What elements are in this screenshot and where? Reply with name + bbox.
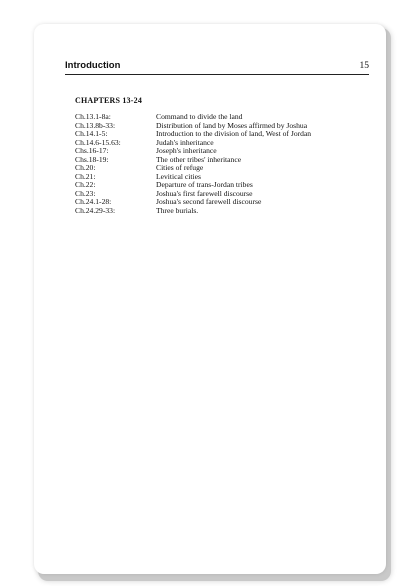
chapter-reference: Ch.21: xyxy=(75,171,96,181)
chapter-reference: Ch.24.1-28: xyxy=(75,197,112,206)
chapter-description: Distribution of land by Moses affirmed by Joshua xyxy=(156,120,308,130)
chapter-reference: Ch.13.1-8a: xyxy=(75,112,111,121)
section-heading: CHAPTERS 13-24 xyxy=(75,96,143,105)
chapter-reference: Ch.13.8b-33: xyxy=(75,120,116,130)
chapter-reference: Chs.18-19: xyxy=(75,154,109,164)
chapter-description: Levitical cities xyxy=(156,171,201,181)
page-number: 15 xyxy=(359,61,369,71)
chapter-description: Joshua's second farewell discourse xyxy=(156,197,262,206)
chapter-reference: Ch.23: xyxy=(75,188,96,198)
chapter-reference: Ch.22: xyxy=(75,180,96,189)
chapter-description: Introduction to the division of land, West of Jordan xyxy=(156,129,312,138)
running-title: Introduction xyxy=(65,60,121,71)
chapter-description: Command to divide the land xyxy=(156,112,243,121)
chapter-reference: Ch.24.29-33: xyxy=(75,205,116,215)
chapter-description: The other tribes' inheritance xyxy=(156,154,242,164)
chapter-description: Three burials. xyxy=(156,205,199,215)
chapter-description: Departure of trans-Jordan tribes xyxy=(156,180,253,189)
chapter-reference: Ch.20: xyxy=(75,163,96,172)
chapter-row xyxy=(75,207,365,216)
running-header xyxy=(65,60,369,75)
chapter-description: Joseph's inheritance xyxy=(156,146,217,155)
chapter-description: Judah's inheritance xyxy=(156,137,214,147)
chapter-list xyxy=(75,113,365,215)
chapter-row xyxy=(75,164,365,173)
chapter-row xyxy=(75,139,365,148)
chapter-row xyxy=(75,156,365,165)
book-page xyxy=(34,24,386,574)
chapter-reference: Ch.14.1-5: xyxy=(75,129,108,138)
chapter-description: Cities of refuge xyxy=(156,163,204,172)
chapter-row xyxy=(75,198,365,207)
chapter-description: Joshua's first farewell discourse xyxy=(156,188,253,198)
chapter-reference: Ch.14.6-15.63: xyxy=(75,137,121,147)
chapter-reference: Chs.16-17: xyxy=(75,146,109,155)
